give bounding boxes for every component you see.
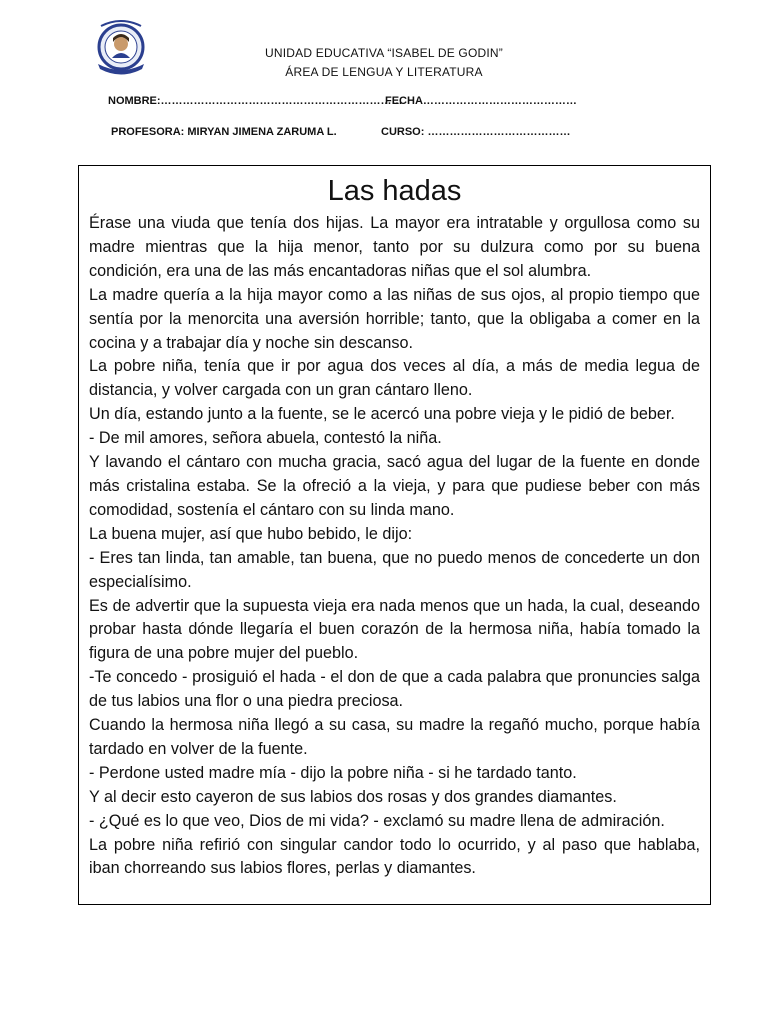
- story-paragraph: La madre quería a la hija mayor como a las niñas de sus ojos, al propio tiempo que sentía por la menorcita una aversión horrible; tanto, que la obligaba a comer en la cocina y a trabajar día y noche sin descanso.: [89, 285, 700, 352]
- story-body: [89, 212, 700, 881]
- name-field: NOMBRE:…………………………………………………………: [108, 95, 403, 107]
- story-paragraph: La pobre niña, tenía que ir por agua dos veces al día, a más de media legua de distancia, y volver cargada con un gran cántaro lleno.: [89, 357, 700, 400]
- subject-area: ÁREA DE LENGUA Y LITERATURA: [285, 65, 483, 79]
- date-field: FECHA……………………………………: [385, 95, 577, 107]
- story-paragraph: - De mil amores, señora abuela, contestó la niña.: [89, 429, 442, 448]
- story-paragraph: Es de advertir que la supuesta vieja era nada menos que un hada, la cual, deseando probar hasta dónde llegaría el buen corazón de la hermosa niña, había tomado la figura de una pobre mujer del pueblo.: [89, 596, 700, 663]
- story-paragraph: - ¿Qué es lo que veo, Dios de mi vida? - exclamó su madre llena de admiración.: [89, 811, 665, 830]
- story-paragraph: La buena mujer, así que hubo bebido, le dijo:: [89, 524, 413, 543]
- story-paragraph: Cuando la hermosa niña llegó a su casa, su madre la regañó mucho, porque había tardado en volver de la fuente.: [89, 716, 700, 758]
- story-paragraph: La pobre niña refirió con singular candor todo lo ocurrido, y al paso que hablaba, iban chorreando sus labios flores, perlas y diamantes.: [89, 835, 700, 878]
- story-paragraph: - Perdone usted madre mía - dijo la pobre niña - si he tardado tanto.: [89, 763, 577, 782]
- story-paragraph: Y al decir esto cayeron de sus labios dos rosas y dos grandes diamantes.: [89, 787, 617, 806]
- story-paragraph: - Eres tan linda, tan amable, tan buena, que no puedo menos de concederte un don especialísimo.: [89, 548, 700, 591]
- teacher-field: PROFESORA: MIRYAN JIMENA ZARUMA L.: [111, 126, 337, 138]
- story-paragraph: Un día, estando junto a la fuente, se le acercó una pobre vieja y le pidió de beber.: [89, 405, 675, 424]
- course-field: CURSO: …………………………………: [381, 126, 571, 138]
- story-title: Las hadas: [327, 175, 462, 207]
- story-paragraph: Y lavando el cántaro con mucha gracia, sacó agua del lugar de la fuente en donde más cristalina estaba. Se la ofreció a la vieja, y para que pudiese beber con más comodidad, sostenía el cántaro con su linda mano.: [89, 453, 700, 519]
- school-name: UNIDAD EDUCATIVA “ISABEL DE GODIN”: [265, 46, 503, 60]
- story-box: [78, 165, 711, 905]
- story-paragraph: -Te concedo - prosiguió el hada - el don de que a cada palabra que pronuncies salga de tus labios una flor o una piedra preciosa.: [89, 668, 700, 711]
- story-paragraph: Érase una viuda que tenía dos hijas. La mayor era intratable y orgullosa como su madre mientras que la hija menor, tanto por su dulzura como por su buena condición, era una de las más encantadoras niñas que el sol alumbra.: [89, 214, 700, 280]
